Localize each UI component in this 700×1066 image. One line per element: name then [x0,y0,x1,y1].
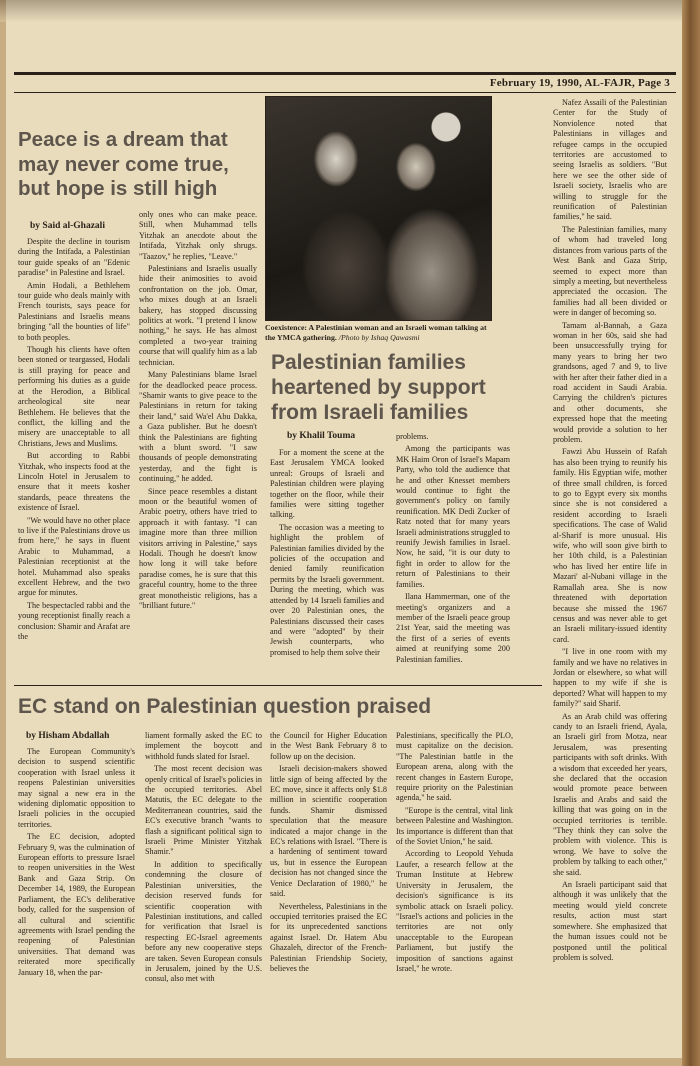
paragraph: Amin Hodali, a Bethlehem tour guide who deals mainly with French tourists, says peace for Palestinians and Israelis means bringing "all the bounties of life" to both peoples. [18,280,130,342]
paragraph: liament formally asked the EC to implement the boycott and withhold funds slated for Israel. [145,731,262,761]
paragraph: Nafez Assaili of the Palestinian Center for the Study of Nonviolence noted that Palestinians in villages and refugee camps in the occupied territories are accustomed to seeing Israelis as soldiers. "But here we see the other side of Israeli society, Israelis who are willing to struggle for the reunification of Palestinian families," he said. [553,98,667,222]
article1-column-1 [18,237,130,673]
article1-column-2 [139,210,257,673]
paragraph: Israeli decision-makers showed little sign of being affected by the EC move, since it affects only $1.8 million in scientific cooperation funds. Shamir dismissed speculation that the measure indicated a major change in the EC's relations with Israel. "There is a hardening of sentiment toward us, but in essence the European decision has not changed since the Venice Declaration of 1980," he said. [270,764,387,899]
paragraph: only ones who can make peace. Still, when Muhammad tells Yitzhak an anecdote about the Intifada, Yitzhak only shrugs. "Taazov," he replies, "Leave." [139,210,257,261]
photo-credit: /Photo by Ishaq Qawasmi [338,332,420,342]
paragraph: The most recent decision was openly critical of Israel's policies in the occupied territories. Abel Matutis, the EC delegate to the Mediterranean countries, said the EC's executive branch "wants to flash a significant political sign to Israeli Prime Minister Yitzhak Shamir." [145,764,262,857]
folio-rule [14,92,676,93]
paragraph: Palestinians, specifically the PLO, must capitalize on the decision. "The Palestinian battle in the European arena, along with the recent changes in Eastern Europe, require priority on the Palestinian agenda," he said. [396,731,513,803]
article3-column-1 [18,747,135,999]
paragraph: In addition to specifically condemning the closure of Palestinian universities, the decision reserved funds for scientific cooperation with Palestinian institutions, and called for verification that Israel is respecting EC-Israel agreements before any new cooperative steps are taken. Seven European consuls in Jerusalem, joined by the U.S. consul, also met with [145,859,262,984]
paragraph: Since peace resembles a distant moon or the beautiful women of Arabic poetry, others have tried to approach it with fantasy. "I can imagine more than three million visitors arriving in Palestine," says Hodali. Though he doesn't know how long it will take before paradise comes, he is sure that this graceful country, home to the three great monotheistic religions, has a "brilliant future." [139,486,257,611]
paragraph: But according to Rabbi Yitzhak, who inspects food at the Lincoln Hotel in Jerusalem to ensure that it meets kosher standards, peace threatens the existence of Israel. [18,451,130,513]
paragraph: Palestinians and Israelis usually hide their animosities to avoid confrontation on the job. Omar, who mixes dough at an Israeli bakery, has stopped discussing politics at work. "I pretend I know nothing," he says. He has almost completed a two-year training course that will qualify him as a lab technician. [139,264,257,367]
book-binding [682,0,700,1066]
article3-column-4 [396,731,513,999]
article3-headline: EC stand on Palestinian question praised [18,695,432,718]
paragraph: "I live in one room with my family and we have no relatives in Jordan or elsewhere, so what will happen to my wife if she is deported? What will happen to my family?" said Sharif. [553,647,667,709]
coexistence-photo [265,96,492,321]
paragraph: An Israeli participant said that although it was unlikely that the meeting would yield concrete results, action must start somewhere. She emphasized that the human issues could not be postponed until the political problem is solved. [553,880,667,962]
article1-byline: by Said al-Ghazali [30,221,105,231]
caption-text: Coexistence: A Palestinian woman and an Israeli woman talking at the YMCA gathering. [265,323,487,342]
paragraph: The Palestinian families, many of whom had traveled long distances from various parts of the West Bank and Gaza Strip, seemed to expect more than simply a meeting, but nevertheless appreciated the occasion. The families had all been divided or were in danger of becoming so. [553,224,667,318]
paragraph: "We would have no other place to live if the Palestinians drove us from here," he says in fluent Arabic to Muhammad, a Palestinian receptionist at the hotel. Muhammad also speaks excellent Hebrew, and the two argue for minutes. [18,515,130,598]
article2-column-3 [553,98,667,998]
article2-headline: Palestinian families heartened by support from Israeli families [271,351,486,424]
page-top-shadow [0,0,700,22]
paragraph: Fawzi Abu Hussein of Rafah has also been trying to reunify his family. His Egyptian wife, mother of three small children, is forced to go to Egypt every six months since she is not considered a resident according to Israeli specifications. The case of Walid al-Sharif is more unusual. His wife, who will soon give birth to her 10th child, is a Palestinian who has lived her entire life in Mazari' al-Nubani village in the Ramallah area. She is now threatened with deportation because she missed the 1967 census and was never able to get an Israeli military-issued identity card. [553,447,667,644]
article3-byline: by Hisham Abdallah [26,731,110,741]
paragraph: Tamam al-Bannah, a Gaza woman in her 60s, said she had been unsuccessfully trying for many years to bring her two grandsons, aged 7 and 9, to live with her after their father died in a road accident in Saudi Arabia. Carrying the children's pictures and other documents, she expressed hope that the meeting would provide a solution to her problem. [553,320,667,444]
article3-column-3 [270,731,387,999]
paragraph: Ilana Hammerman, one of the meeting's organizers and a member of the Israeli peace group 21st Year, said the meeting was the first of a series of events aimed at reunifying some 200 Palestinian families. [396,592,510,664]
paragraph: the Council for Higher Education in the West Bank February 8 to follow up on the decision. [270,731,387,761]
paragraph: The occasion was a meeting to highlight the problem of Palestinian families divided by the policies of the occupation and denied family reunification permits by the Israeli government. During the meeting, which was attended by 14 Israeli families and over 20 Palestinian ones, the Palestinians discussed their cases and were "adopted" by their Jewish counterparts, who promised to help them solve their [270,522,384,657]
paragraph: The European Community's decision to suspend scientific cooperation with Israel unless it reopens Palestinian universities may signal a new era in the widening diplomatic opposition to Israeli policies in the occupied territories. [18,747,135,829]
photo-caption [265,323,491,343]
article2-byline: by Khalil Touma [287,431,356,441]
paragraph: The bespectacled rabbi and the young receptionist finally reach a conclusion: Shamir and Arafat are the [18,600,130,642]
section-rule [14,685,542,686]
paragraph: For a moment the scene at the East Jerusalem YMCA looked unreal: Groups of Israeli and Palestinian children were playing together on the floor, while their families were sitting together talking. [270,448,384,520]
paragraph: Despite the decline in tourism during the Intifada, a Palestinian tour guide speaks of an "Edenic paradise" in Palestine and Israel. [18,237,130,278]
article3-column-2 [145,731,262,999]
masthead-rule [14,72,676,75]
article2-column-1 [270,448,384,676]
paragraph: Among the participants was MK Haim Oron of Israel's Mapam Party, who told the audience that he and other Knesset members would continue to fight the government's policy on family reunification. MK Dedi Zucker of Ratz noted that for many years Israeli administrations struggled to reunify Jewish families in Israel. Now, he said, "it is our duty to fight in order to allow for the return of Palestinians to their families. [396,444,510,589]
paragraph: "Europe is the central, vital link between Palestine and Washington. Its importance is different than that of the Soviet Union," he said. [396,805,513,847]
paragraph: Nevertheless, Palestinians in the occupied territories praised the EC for its unprecedented sanctions against Israel. Dr. Hatem Abu Ghazaleh, director of the French-Palestinian Friendship Society, believes the [270,901,387,973]
folio-line: February 19, 1990, AL-FAJR, Page 3 [489,77,670,89]
article1-headline: Peace is a dream that may never come true, but hope is still high [18,128,229,200]
paragraph: The EC decision, adopted February 9, was the culmination of European efforts to pressure Israel to reopen universities in the West Bank and Gaza Strip. On December 14, 1989, the European Parliament, the EC's deliberative body, called for the suspension of all cultural and scientific agreements with Israel pending the reopening of Palestinian universities. That demand was reiterated more specifically January 18, when the par- [18,832,135,977]
paragraph: Though his clients have often been stoned or teargassed, Hodali is still praying for peace and performing his duties as a guide at the Herodion, a Biblical archeological site near Bethlehem. He believes that the conflict, the killing and the misery are unacceptable to all Christians, Jews and Muslims. [18,345,130,448]
paragraph: problems. [396,432,429,441]
article2-column-2 [396,432,510,676]
paragraph: As an Arab child was offering candy to an Israeli friend, Ayala, an Israeli girl from Motza, near Jerusalem, was presenting participants with soft drinks. With a wisdom that exceeded her years, she declared that the occasion would promote peace between Israelis and Arabs and said the killing that was going on in the occupied territories is terrible. "They think they can solve the problem with violence. This is wrong. We have to solve the problem by talking to each other," she said. [553,711,667,877]
paragraph: Many Palestinians blame Israel for the deadlocked peace process. "Shamir wants to give peace to the Palestinians in return for taking their land," said Wa'el Abu Dakka, a Gaza publisher. But he doesn't think the Palestinians are fighting with a blunt sword. "I saw thousands of people demonstrating yesterday, and the fight is continuing," he added. [139,370,257,484]
paragraph: According to Leopold Yehuda Laufer, a research fellow at the Truman Institute at Hebrew University in Jerusalem, the decision's significance is its symbolic attack on Israeli policy. "Israel's actions and policies in the territories are not only unacceptable to the European Parliament, but justify the imposition of sanctions against Israel," he wrote. [396,849,513,973]
